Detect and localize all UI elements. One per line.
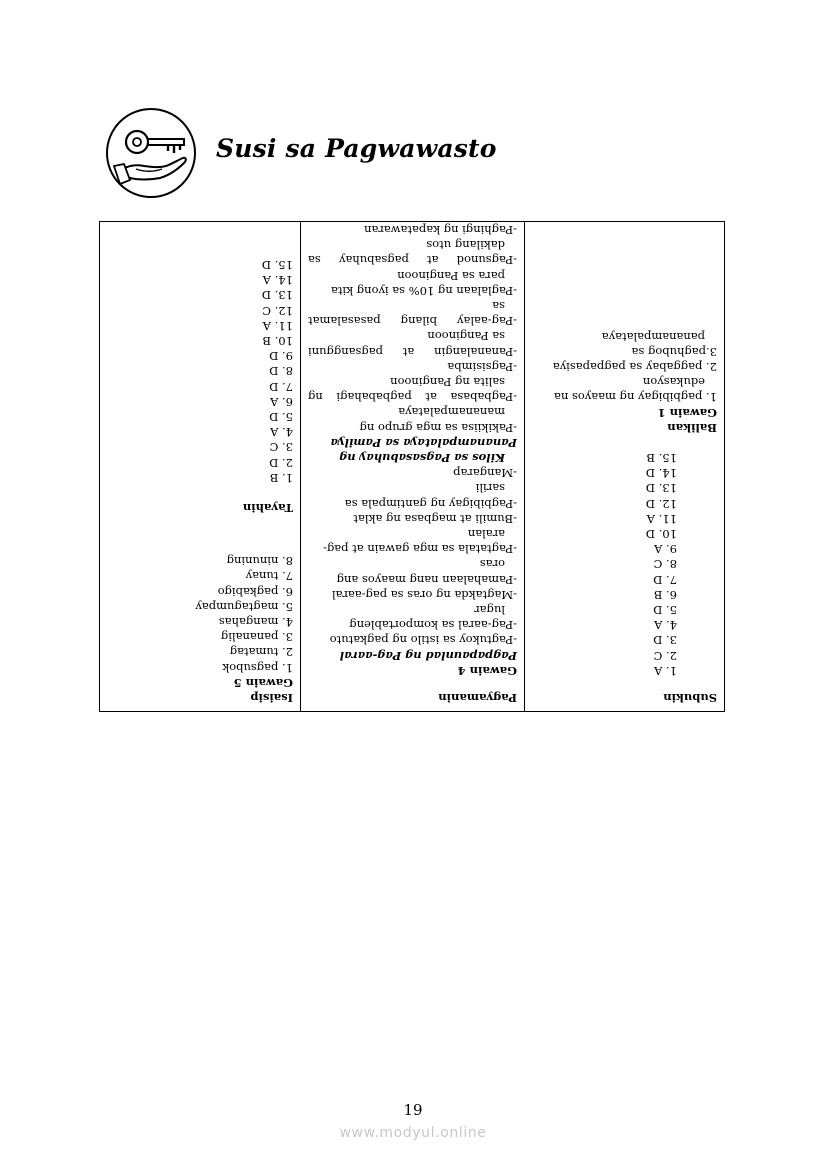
list-item: 1. A xyxy=(654,663,677,678)
list-item: 15. B xyxy=(646,450,677,465)
footer-watermark-url: www.modyul.online xyxy=(339,1125,487,1141)
list-item: -Pagtatala sa mga gawain at pag- xyxy=(323,542,517,557)
pagyamanin-header: Pagyamanin xyxy=(438,691,517,705)
isaisip-column xyxy=(100,221,301,711)
answer-key-table xyxy=(100,222,725,712)
list-item: sarili xyxy=(475,481,505,496)
subukin-column xyxy=(525,221,725,711)
list-item: 7. tunay xyxy=(245,569,293,584)
section-title: Pananampalataya sa Pamilya xyxy=(330,435,517,450)
list-item: 8. C xyxy=(653,557,677,572)
list-item: -Pagbibigay ng gantimpala sa xyxy=(344,496,517,511)
list-item: 10. B xyxy=(262,333,293,348)
list-item: 3. D xyxy=(653,633,677,648)
list-item: mananampalataya xyxy=(398,405,505,420)
list-item: 3. pananalig xyxy=(220,630,293,645)
list-item: 1. B xyxy=(269,470,293,485)
list-item: dakilang utos xyxy=(426,238,505,253)
list-item: para sa Panginoon xyxy=(397,268,505,283)
list-item: 9. A xyxy=(654,542,677,557)
page-number: 19 xyxy=(403,1101,423,1119)
list-item: 4. mangahas xyxy=(218,614,293,629)
list-item: -Pagsunod at pagsabuhay sa xyxy=(308,253,517,268)
list-item: 10. D xyxy=(645,526,677,541)
key-in-hand-icon xyxy=(104,106,198,200)
subukin-header: Subukin xyxy=(663,691,717,705)
list-item: pananampalataya xyxy=(601,329,705,344)
list-item: -Pag-aaral sa komportableng xyxy=(349,618,517,633)
list-item: 2. tumatag xyxy=(229,645,293,660)
list-item: aralan xyxy=(467,526,505,541)
list-item: 6. B xyxy=(653,587,677,602)
tayahin-title: Tayahin xyxy=(242,500,293,515)
list-item: 4. A xyxy=(654,618,677,633)
pagyamanin-column xyxy=(301,221,525,711)
list-item: 11. A xyxy=(262,318,293,333)
list-item: 3. C xyxy=(269,440,293,455)
list-item: 11. A xyxy=(646,511,677,526)
list-item: -Pagbabasa at pagbabahagi ng xyxy=(308,390,517,405)
list-item: -Paghingi ng kapatawaran xyxy=(364,222,517,237)
list-item: 7. D xyxy=(653,572,677,587)
list-item: 7. D xyxy=(269,379,293,394)
list-item: 1. pagbibigay ng maayos na xyxy=(554,390,717,405)
list-item: 4. A xyxy=(270,425,293,440)
list-item: -Bumili at magbasa ng aklat xyxy=(353,511,517,526)
list-item: 8. ninuning xyxy=(226,554,293,569)
list-item: 12. D xyxy=(645,496,677,511)
list-item: 8. D xyxy=(269,364,293,379)
list-item: 12. C xyxy=(262,303,293,318)
list-item: -Paglalaan ng 10% sa iyong kita xyxy=(330,283,517,298)
gawain1-title: Gawain 1 xyxy=(657,405,717,420)
list-item: edukasyon xyxy=(642,375,705,390)
list-item: 2. C xyxy=(653,648,677,663)
section-title: Pagpapaunlad ng Pag-aaral xyxy=(339,648,517,663)
list-item: 14. D xyxy=(645,466,677,481)
list-item: 13. D xyxy=(261,288,293,303)
list-item: 6. A xyxy=(270,394,293,409)
list-item: 1. pagsubok xyxy=(222,660,293,675)
list-item: -Mangarap xyxy=(453,466,517,481)
list-item: -Pagtukoy sa istilo ng pagkatuto xyxy=(329,633,517,648)
list-item: 15. D xyxy=(261,257,293,272)
list-item: -Pag-aalay bilang pasasalamat xyxy=(308,314,517,329)
list-item: -Pagsisimba xyxy=(447,359,517,374)
list-item: lugar xyxy=(474,602,505,617)
list-item: 13. D xyxy=(645,481,677,496)
list-item: 3.paghubog sa xyxy=(631,344,717,359)
list-item: 5. magtagumpay xyxy=(195,599,293,614)
gawain4-title: Gawain 4 xyxy=(457,663,517,678)
isaisip-header: Isaisip xyxy=(250,691,293,705)
section-title: Kilos sa Pagsasabuhay ng xyxy=(339,450,505,465)
list-item: 5. D xyxy=(269,409,293,424)
list-item: 6. pagkabigo xyxy=(217,584,293,599)
list-item: -Pakikiisa sa mga grupo ng xyxy=(359,420,517,435)
list-item: oras xyxy=(479,557,505,572)
balikan-title: Balikan xyxy=(667,420,717,435)
list-item: 2. paggabay sa pagpapasiya xyxy=(552,359,717,374)
page-title: Susi sa Pagwawasto xyxy=(216,134,497,163)
list-item: -Magtakda ng oras sa pag-aaral xyxy=(331,587,517,602)
list-item: salita ng Panginoon xyxy=(390,374,505,389)
list-item: 2. D xyxy=(269,455,293,470)
list-item: 5. D xyxy=(653,602,677,617)
gawain5-title: Gawain 5 xyxy=(233,675,293,690)
list-item: sa xyxy=(492,298,505,313)
list-item: -Pananalangin at pagsangguni xyxy=(308,344,517,359)
list-item: sa Panginoon xyxy=(427,329,505,344)
list-item: 9. D xyxy=(269,349,293,364)
list-item: 14. A xyxy=(262,273,293,288)
list-item: -Pamahalaan nang maayos ang xyxy=(336,572,517,587)
